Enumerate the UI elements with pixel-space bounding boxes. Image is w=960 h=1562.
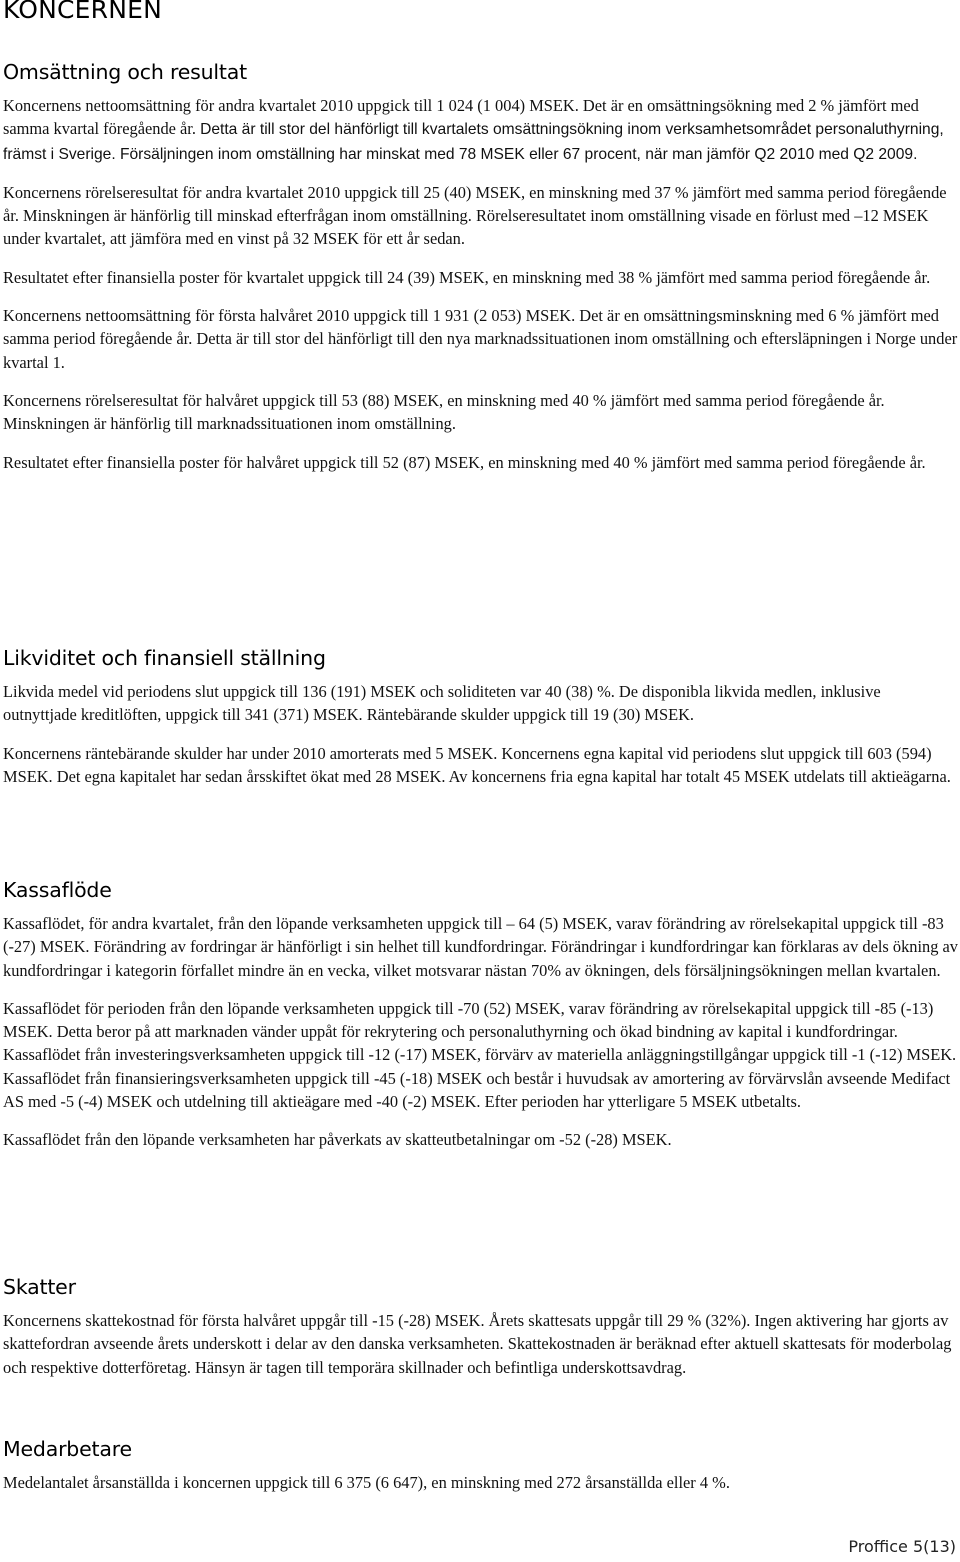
section-heading: Medarbetare (3, 1437, 132, 1461)
page-title: KONCERNEN (3, 0, 163, 24)
paragraph: Kassaflödet från den löpande verksamheten har påverkats av skatteutbetalningar om -52 (-28) MSEK. (3, 1130, 672, 1150)
paragraph: Resultatet efter finansiella poster för halvåret uppgick till 52 (87) MSEK, en minskning med 40 % jämfört med samma period föregående år. (3, 452, 926, 472)
paragraph: Kassaflödet, för andra kvartalet, från den löpande verksamheten uppgick till – 64 (5) MSEK, varav förändring av rörelsekapital uppgick till -83 (-27) MSEK. Förändring av fordringar är hänförligt i sin helhet till kundfordringar. Förändringar i kundfordringar kan förklaras av dels ökning av kundfordringar i kategorin förfallet mindre än en vecka, vilket motsvarar nästan 70% av ökningen, dels försäljningsökningen mellan kvartalen. (3, 914, 958, 980)
section-heading: Likviditet och finansiell ställning (3, 646, 326, 670)
paragraph-text-serif: Koncernens nettoomsättning för andra kvartalet 2010 uppgick till 1 024 (1 004) MSEK. Det är en omsättningsökning med 2 % jämfört med samma kvartal föregående år. (3, 96, 919, 139)
paragraph-text-sans: Detta är till stor del hänförligt till kvartalets omsättningsökning inom verksamhetsområdet personaluthyrning, främst i Sverige. Försäljningen inom omställning har minskat med 78 MSEK eller 67 procent, när man jämför Q2 2010 med Q2 2009. (3, 121, 944, 163)
paragraph: Kassaflödet för perioden från den löpande verksamheten uppgick till -70 (52) MSEK, varav förändring av rörelsekapital uppgick till -85 (-13) MSEK. Detta beror på att marknaden vänder uppåt för rekrytering och personaluthyrning och ökad bindning av kapital i kundfordringar. Kassaflödet från investeringsverksamheten uppgick till -12 (-17) MSEK, förvärv av materiella anläggningstillgångar uppgick till -1 (-12) MSEK. Kassaflödet från finansieringsverksamheten uppgick till -45 (-18) MSEK och består i huvudsak av amortering av förvärvslån avseende Medifact AS med -5 (-4) MSEK och utdelning till aktieägare med -40 (-2) MSEK. Efter perioden har ytterligare 5 MSEK utbetalts. (3, 998, 957, 1112)
page-footer (848, 1536, 956, 1558)
paragraph: Koncernens rörelseresultat för halvåret uppgick till 53 (88) MSEK, en minskning med 40 % jämfört med samma period föregående år. Minskningen är hänförlig till marknadssituationen inom omställning. (3, 390, 885, 434)
paragraph: Medelantalet årsanställda i koncernen uppgick till 6 375 (6 647), en minskning med 272 årsanställda eller 4 %. (3, 1473, 730, 1492)
section-heading: Kassaflöde (3, 878, 112, 902)
paragraph: Koncernens rörelseresultat för andra kvartalet 2010 uppgick till 25 (40) MSEK, en minskning med 37 % jämfört med samma period föregående år. Minskningen är hänförlig till minskad efterfrågan inom omställning. Rörelseresultatet inom omställning visade en förlust med –12 MSEK under kvartalet, att jämföra med en vinst på 32 MSEK för ett år sedan. (3, 182, 947, 249)
paragraph: Koncernens räntebärande skulder har under 2010 amorterats med 5 MSEK. Koncernens egna kapital vid periodens slut uppgick till 603 (594) MSEK. Det egna kapitalet har sedan årsskiftet ökat med 28 MSEK. Av koncernens fria egna kapital har totalt 45 MSEK utdelats till aktieägarna. (3, 743, 951, 786)
footer-page-number: 5(13) (912, 1537, 956, 1556)
section-likviditet (3, 644, 958, 803)
section-kassaflode (3, 876, 958, 1167)
section-skatter (3, 1273, 958, 1394)
paragraph: Likvida medel vid periodens slut uppgick till 136 (191) MSEK och soliditeten var 40 (38) %. De disponibla likvida medlen, inklusive outnyttjade kreditlöften, uppgick till 341 (371) MSEK. Räntebärande skulder uppgick till 19 (30) MSEK. (3, 682, 881, 725)
section-omsattning (3, 58, 958, 489)
paragraph (3, 94, 958, 166)
section-heading: Omsättning och resultat (3, 60, 247, 84)
section-medarbetare (3, 1435, 958, 1509)
paragraph: Resultatet efter finansiella poster för kvartalet uppgick till 24 (39) MSEK, en minskning med 38 % jämfört med samma period föregående år. (3, 267, 931, 287)
footer-company: Proffice (848, 1537, 908, 1556)
section-heading: Skatter (3, 1275, 76, 1299)
paragraph: Koncernens nettoomsättning för första halvåret 2010 uppgick till 1 931 (2 053) MSEK. Det är en omsättningsminskning med 6 % jämfört med samma period föregående år. Detta är till stor del hänförligt till den nya marknadssituationen inom omställning och eftersläpningen i Norge under kvartal 1. (3, 306, 958, 372)
paragraph: Koncernens skattekostnad för första halvåret uppgår till -15 (-28) MSEK. Årets skattesats uppgår till 29 % (32%). Ingen aktivering har gjorts av skattefordran avseende årets underskott i delar av den danska verksamheten. Skattekostnaden är beräknad efter aktuell skattesats för moderbolag och respektive dotterföretag. Hänsyn är tagen till temporära skillnader och befintliga underskottsavdrag. (3, 1311, 952, 1377)
